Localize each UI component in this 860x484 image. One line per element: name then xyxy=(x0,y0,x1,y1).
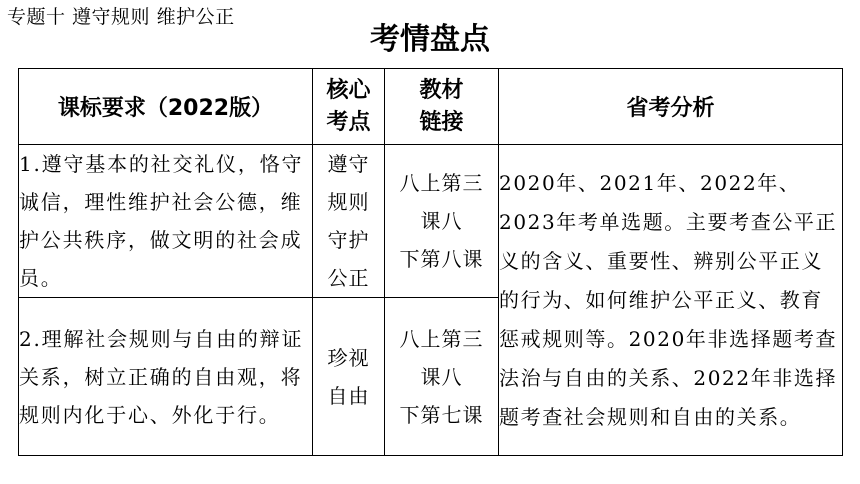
textbook-line: 课八 xyxy=(420,364,463,389)
core-line: 公正 xyxy=(327,266,370,290)
core-line: 守护 xyxy=(327,228,370,252)
header-core-line1: 核心 xyxy=(326,77,371,103)
table-header-row xyxy=(19,69,843,145)
header-textbook-link xyxy=(385,69,499,145)
standard-cell-2: 2.理解社会规则与自由的辩证关系，树立正确的自由观，将规则内化于心、外化于行。 xyxy=(19,298,313,456)
core-cell-1 xyxy=(313,145,385,298)
page-title: 考情盘点 xyxy=(370,22,490,57)
textbook-cell-1 xyxy=(385,145,499,298)
topic-heading: 专题十 遵守规则 维护公正 xyxy=(7,6,235,28)
analysis-cell: 2020年、2021年、2022年、2023年考单选题。主要考查公平正义的含义、重要性、辨别公平正义的行为、如何维护公平正义、教育惩戒规则等。2020年非选择题考查法治与自由的关系、2022年非选择题考查社会规则和自由的关系。 xyxy=(499,145,843,456)
header-core-line2: 考点 xyxy=(326,109,371,135)
header-core-points xyxy=(313,69,385,145)
textbook-line: 八上第三 xyxy=(399,326,484,351)
textbook-line: 八上第三 xyxy=(399,171,484,195)
standard-cell-1: 1.遵守基本的社交礼仪，恪守诚信，理性维护社会公德，维护公共秩序，做文明的社会成员。 xyxy=(19,145,313,298)
header-standard: 课标要求（2022版） xyxy=(19,69,313,145)
header-textbook-line1: 教材 xyxy=(419,77,464,103)
core-line: 规则 xyxy=(327,190,370,214)
core-line: 自由 xyxy=(327,383,370,408)
header-textbook-line2: 链接 xyxy=(419,109,464,135)
core-cell-2 xyxy=(313,298,385,456)
core-line: 遵守 xyxy=(327,152,370,176)
header-analysis: 省考分析 xyxy=(499,69,843,145)
textbook-line: 下第八课 xyxy=(399,247,484,271)
exam-analysis-table xyxy=(18,68,843,456)
textbook-cell-2 xyxy=(385,298,499,456)
table-row xyxy=(19,145,843,298)
textbook-line: 下第七课 xyxy=(399,402,484,427)
textbook-line: 课八 xyxy=(420,209,463,233)
core-line: 珍视 xyxy=(327,345,370,370)
